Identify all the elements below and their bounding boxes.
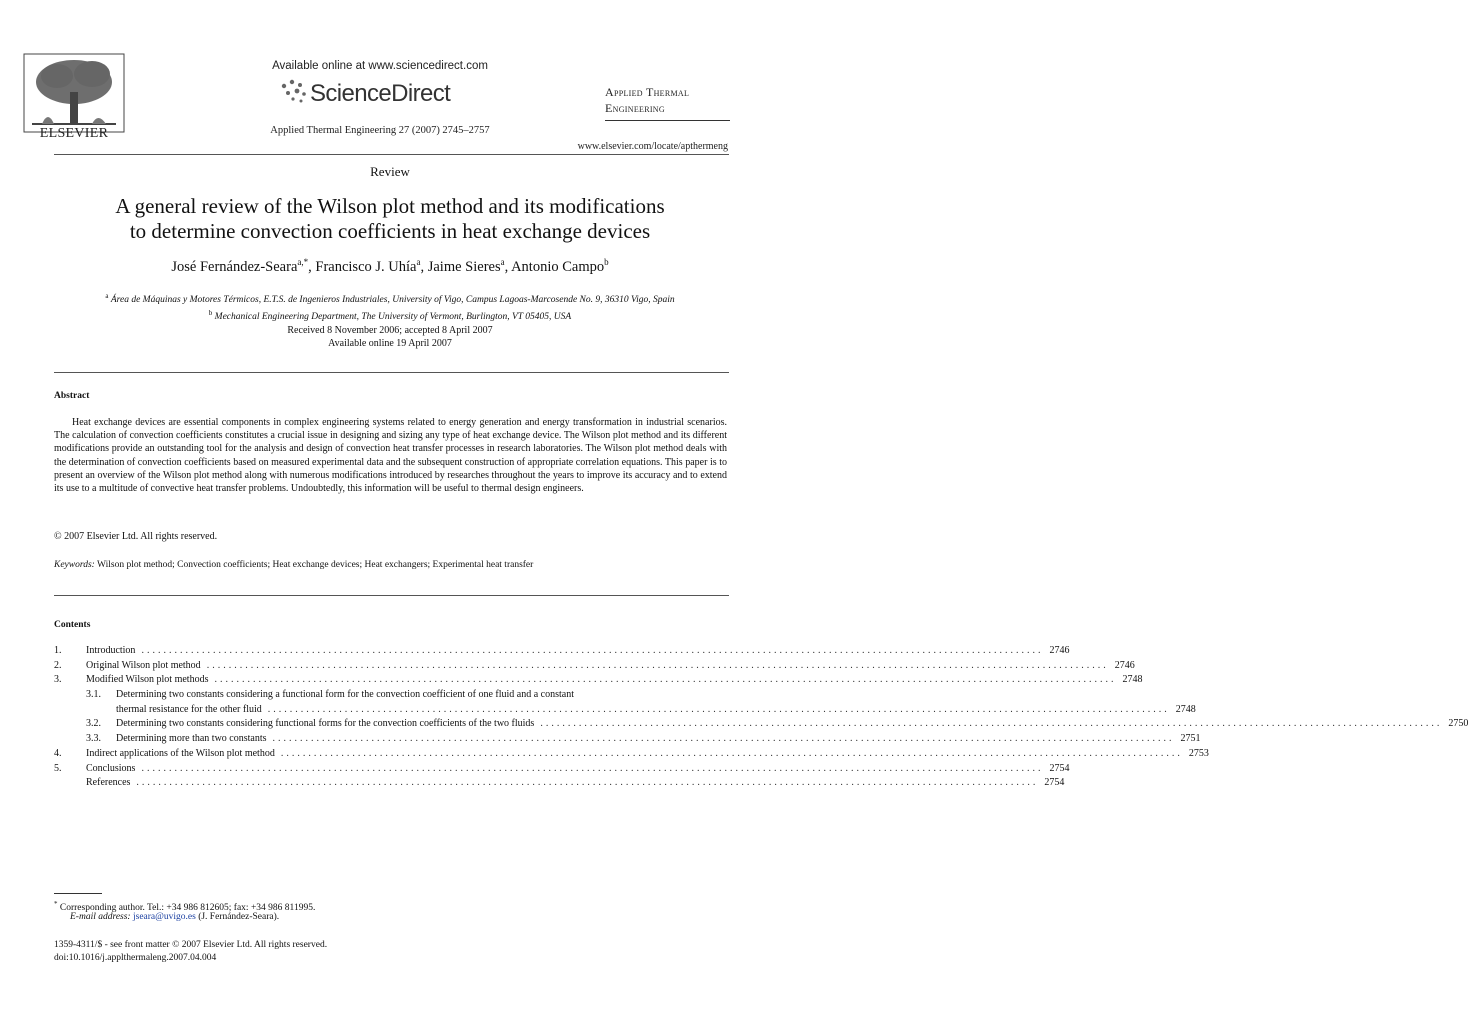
toc-number: 1. bbox=[54, 645, 62, 656]
toc-leader-dots: .................................................................................................................................................................... bbox=[214, 674, 1117, 686]
toc-item[interactable] bbox=[54, 718, 1468, 733]
table-of-contents bbox=[54, 645, 1468, 792]
title-line1: A general review of the Wilson plot method and its modifications bbox=[115, 194, 665, 218]
affiliation-b bbox=[40, 307, 740, 324]
available-online-text[interactable]: Available online at www.sciencedirect.com bbox=[272, 60, 488, 72]
toc-page: 2748 bbox=[1175, 703, 1196, 715]
email-note bbox=[70, 912, 279, 922]
keywords-label: Keywords: bbox=[54, 560, 95, 570]
received-date: Received 8 November 2006; accepted 8 April 2007 bbox=[287, 325, 493, 336]
author-affiliation-mark: b bbox=[604, 257, 609, 267]
toc-item[interactable] bbox=[54, 689, 727, 704]
abstract-top-divider bbox=[54, 372, 729, 373]
contents-heading: Contents bbox=[54, 620, 91, 630]
author-name[interactable]: Antonio Campo bbox=[511, 258, 605, 275]
abstract-heading: Abstract bbox=[54, 391, 90, 401]
footnote-star: * bbox=[54, 900, 58, 908]
email-label: E-mail address: bbox=[70, 912, 131, 922]
toc-label: Determining two constants considering functional forms for the convection coefficients of the two fluids bbox=[116, 718, 535, 730]
toc-page: 2753 bbox=[1188, 747, 1209, 759]
toc-label: Conclusions bbox=[86, 762, 136, 774]
toc-number: 4. bbox=[54, 747, 62, 759]
toc-number: 3. bbox=[54, 674, 62, 686]
author-affiliation-mark: a,* bbox=[297, 257, 309, 267]
author-separator: , bbox=[308, 258, 316, 275]
toc-leader-dots: .................................................................................................................................................................... bbox=[267, 703, 1170, 715]
toc-page: 2754 bbox=[1044, 777, 1065, 789]
affiliations bbox=[40, 290, 740, 324]
author-affiliation-mark: a bbox=[500, 257, 505, 267]
keywords-list: Wilson plot method; Convection coefficients; Heat exchange devices; Heat exchangers; Experimental heat transfer bbox=[97, 560, 534, 570]
toc-label: Indirect applications of the Wilson plot method bbox=[86, 747, 275, 759]
toc-label: Determining two constants considering a functional form for the convection coefficient of one fluid and a constant bbox=[116, 689, 575, 701]
affiliation-a bbox=[40, 290, 740, 307]
toc-leader-dots: .................................................................................................................................................................... bbox=[206, 659, 1109, 671]
corresponding-author-text: Corresponding author. Tel.: +34 986 812605; fax: +34 986 811995. bbox=[59, 903, 316, 914]
journal-name bbox=[605, 84, 735, 116]
toc-number: 5. bbox=[54, 762, 62, 774]
contents-top-divider bbox=[54, 595, 729, 596]
affiliation-b-mark: b bbox=[208, 309, 213, 318]
article-title bbox=[40, 194, 740, 244]
header-divider bbox=[54, 154, 729, 155]
toc-page: 2746 bbox=[1049, 645, 1070, 656]
toc-leader-dots: .................................................................................................................................................................... bbox=[272, 733, 1175, 745]
toc-item[interactable] bbox=[54, 733, 1201, 748]
toc-page: 2746 bbox=[1114, 659, 1135, 671]
toc-item[interactable] bbox=[54, 777, 1065, 792]
journal-name-line2: Engineering bbox=[605, 101, 665, 115]
toc-label-continued: thermal resistance for the other fluid bbox=[116, 703, 262, 715]
email-link[interactable]: jseara@uvigo.es bbox=[132, 912, 196, 922]
toc-label: Original Wilson plot method bbox=[86, 659, 201, 671]
toc-number: 3.3. bbox=[86, 733, 101, 745]
publisher-name: ELSEVIER bbox=[39, 126, 109, 141]
author-list bbox=[40, 257, 740, 276]
toc-item[interactable] bbox=[54, 674, 1143, 689]
journal-reference: Applied Thermal Engineering 27 (2007) 2745–2757 bbox=[270, 125, 490, 136]
abstract-copyright: © 2007 Elsevier Ltd. All rights reserved. bbox=[54, 531, 218, 542]
toc-page: 2751 bbox=[1180, 733, 1201, 745]
abstract-body bbox=[54, 416, 727, 495]
toc-label: Determining more than two constants bbox=[116, 733, 267, 745]
toc-page: 2754 bbox=[1049, 762, 1070, 774]
toc-leader-dots: .................................................................................................................................................................... bbox=[141, 645, 1044, 656]
affiliation-b-text: Mechanical Engineering Department, The University of Vermont, Burlington, VT 05405, USA bbox=[214, 312, 572, 323]
toc-page: 2750 bbox=[1448, 718, 1468, 730]
author-name[interactable]: Francisco J. Uhía bbox=[315, 258, 417, 275]
doi-link[interactable]: doi:10.1016/j.applthermaleng.2007.04.004 bbox=[54, 953, 217, 963]
article-type: Review bbox=[370, 164, 410, 179]
available-date: Available online 19 April 2007 bbox=[328, 338, 452, 349]
toc-item[interactable] bbox=[54, 747, 1209, 763]
footnote-divider bbox=[54, 893, 102, 894]
journal-name-line1: Applied Thermal bbox=[605, 85, 690, 99]
toc-item[interactable] bbox=[54, 659, 1135, 675]
author-name[interactable]: José Fernández-Seara bbox=[171, 258, 298, 275]
toc-item[interactable] bbox=[54, 762, 1070, 778]
toc-item[interactable] bbox=[54, 645, 1070, 660]
toc-leader-dots: .................................................................................................................................................................... bbox=[540, 718, 1443, 730]
toc-page: 2748 bbox=[1122, 674, 1143, 686]
toc-number: 3.1. bbox=[86, 689, 101, 701]
issn-line: 1359-4311/$ - see front matter © 2007 Elsevier Ltd. All rights reserved. bbox=[54, 940, 328, 950]
article-dates bbox=[40, 324, 740, 350]
email-owner: (J. Fernández-Seara). bbox=[198, 912, 280, 922]
toc-item-continuation[interactable] bbox=[54, 703, 1196, 719]
journal-url-link[interactable]: www.elsevier.com/locate/apthermeng bbox=[577, 141, 728, 152]
toc-label: Modified Wilson plot methods bbox=[86, 674, 209, 686]
toc-number: 2. bbox=[54, 659, 62, 671]
sciencedirect-wordmark: ScienceDirect bbox=[310, 80, 451, 107]
affiliation-a-mark: a bbox=[105, 292, 109, 300]
toc-number: 3.2. bbox=[86, 718, 101, 730]
author-separator: , bbox=[420, 258, 428, 275]
keywords bbox=[54, 560, 533, 570]
author-affiliation-mark: a bbox=[416, 257, 421, 267]
toc-label: References bbox=[86, 777, 131, 789]
toc-leader-dots: .................................................................................................................................................................... bbox=[136, 777, 1039, 789]
author-name[interactable]: Jaime Sieres bbox=[427, 258, 501, 275]
affiliation-a-text: Área de Máquinas y Motores Térmicos, E.T.S. de Ingenieros Industriales, University of Vigo, Campus Lagoas-Marcosende No. 9, 36310 Vigo, Spain bbox=[110, 295, 675, 306]
toc-label: Introduction bbox=[86, 645, 136, 656]
journal-name-underline bbox=[605, 120, 730, 121]
toc-leader-dots: .................................................................................................................................................................... bbox=[280, 747, 1183, 759]
toc-leader-dots: .................................................................................................................................................................... bbox=[141, 762, 1044, 774]
abstract-text: Heat exchange devices are essential components in complex engineering systems related to energy generation and energy transformation in industrial scenarios. The calculation of convection coefficients constitutes a crucial issue in designing and sizing any type of heat exchange device. The Wilson plot method and its different modifications provide an outstanding tool for the analysis and design of convection heat transfer processes in research laboratories. The Wilson plot method deals with the determination of convection coefficients based on measured experimental data and the subsequent construction of appropriate correlation equations. This paper is to present an overview of the Wilson plot method along with numerous modifications introduced by researches throughout the years to improve its accuracy and to extend its use to a multitude of convective heat transfer problems. Undoubtedly, this information will be useful to thermal design engineers. bbox=[54, 417, 727, 495]
title-line2: to determine convection coefficients in heat exchange devices bbox=[129, 219, 651, 243]
author-separator: , bbox=[504, 258, 512, 275]
